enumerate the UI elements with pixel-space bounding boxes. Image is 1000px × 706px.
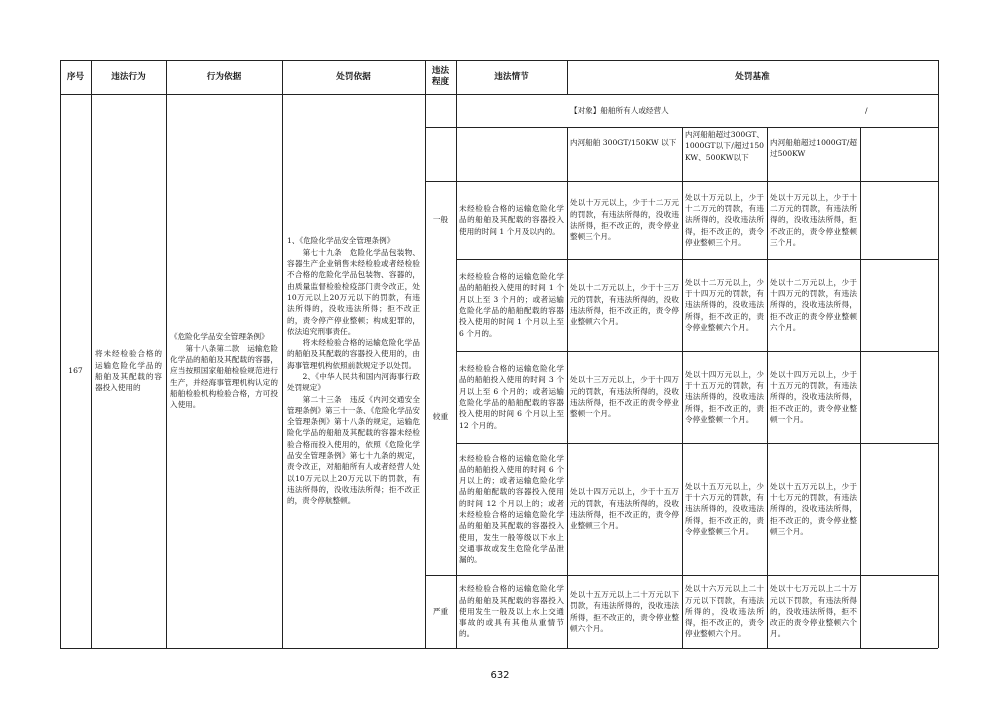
header-penalty-basis: 处罚依据	[336, 71, 371, 82]
penalty-cell: 处以十万元以上，少于十二万元的罚款，有违法所得的，没收违法所得，拒不改正的，责令停业整顿三个月。	[770, 192, 857, 247]
penalty-cell: 处以十万元以上，少于十二万元的罚款，有违法所得的，没收违法所得，拒不改正的，责令停业整顿三个月。	[570, 198, 679, 242]
circumstance-text: 未经检验合格的运输危险化学品的船舶及其配载的容器投入使用的时间 1 个月及以内的。	[459, 204, 564, 236]
circumstance-text: 未经检验合格的运输危险化学品的船舶及其配载的容器投入使用发生一般及以上水上交通事故的或具有其他从重情节的。	[459, 584, 564, 639]
target-slash: /	[865, 105, 868, 115]
header-basis: 行为依据	[206, 71, 242, 82]
penalty-cell: 处以十四万元以上，少于十五万元的罚款，有违法所得的，没收违法所得，拒不改正的，责令停业整顿一个月。	[685, 369, 764, 424]
penalty-cell: 处以十四万元以上，少于十五万元的罚款，有违法所得的，没收违法所得，拒不改正的，责令停业整顿三个月。	[570, 487, 679, 531]
penalty-cell: 处以十五万元以上，少于十七万元的罚款，有违法所得的，没收违法所得，拒不改正的，责令停业整顿三个月。	[770, 481, 857, 536]
penalty-cell: 处以十二万元以上，少于十三万元的罚款，有违法所得的，没收违法所得，拒不改正的，责令停业整顿六个月。	[570, 283, 679, 327]
tier-small-vessel: 内河船舶 300GT/150KW 以下	[570, 138, 677, 147]
degree-severe: 严重	[432, 606, 449, 616]
penalty-cell: 处以十六万元以上二十万元以下罚款，有违法所得的，没收违法所得，拒不改正的，责令停业整顿六个月。	[685, 584, 764, 639]
penalty-cell: 处以十万元以上，少于十二万元的罚款，有违法所得的，没收违法所得，拒不改正的，责令停业整顿三个月。	[685, 192, 764, 247]
circumstance-text: 未经检验合格的运输危险化学品的船舶投入使用的时间 6 个月以上的；或者运输危险化学品的船舶配载的容器投入使用的时间 12 个月以上的；或者未经检验合格的运输危险化学品的船舶及其配载的容器投入使用，发生一般等级以下水上交通事故或发生危险化学品泄漏的。	[459, 453, 564, 565]
circumstance-text: 未经检验合格的运输危险化学品的船舶投入使用的时间 1 个月以上至 3 个月的；或者运输危险化学品的船舶配载的容器投入使用的时间 1 个月以上至 6 个月的。	[459, 272, 564, 338]
tier-large-vessel: 内河船舶超过1000GT/超过500KW	[770, 138, 857, 159]
penalty-cell: 处以十二万元以上，少于十四万元的罚款，有违法所得的，没收违法所得，拒不改正的，责令停业整顿六个月。	[685, 277, 764, 332]
penalty-cell: 处以十五万元以上二十万元以下罚款，有违法所得的，没收违法所得，拒不改正的，责令停业整顿六个月。	[570, 589, 679, 633]
header-degree: 违法 程度	[431, 66, 450, 87]
penalty-cell: 处以十二万元以上，少于十四万元的罚款，有违法所得的，没收违法所得，拒不改正的责令停业整顿六个月。	[770, 277, 857, 332]
row-basis: 《危险化学品安全管理条例》 第十八条第二款 运输危险化学品的船舶及其配载的容器，应当按照国家船舶检验规范进行生产，并经海事管理机构认定的船舶检验机构检验合格，方可投入使用。	[170, 332, 278, 410]
circumstance-text: 未经检验合格的运输危险化学品的船舶投入使用的时间 3 个月以上至 6 个月的；或者运输危险化学品的船舶配载的容器投入使用的时间 6 个月以上至 12 个月的。	[459, 364, 564, 430]
penalty-cell: 处以十七万元以上二十万元以下罚款，有违法所得的，没收违法所得，拒不改正的责令停业整顿六个月。	[770, 584, 857, 639]
row-seq: 167	[68, 366, 83, 376]
penalty-cell: 处以十四万元以上，少于十五万元的罚款，有违法所得的，没收违法所得，拒不改正的，责令停业整顿一个月。	[770, 369, 857, 424]
penalty-cell: 处以十五万元以上，少于十六万元的罚款，有违法所得的，没收违法所得，拒不改正的，责令停业整顿三个月。	[685, 481, 764, 536]
penalty-cell: 处以十三万元以上，少于十四万元的罚款，有违法所得的，没收违法所得，拒不改正的责令停业整顿一个月。	[570, 375, 679, 419]
page-number: 632	[490, 670, 510, 681]
target-object: 【对象】船舶所有人或经营人	[570, 105, 669, 115]
degree-heavy: 较重	[432, 412, 449, 422]
header-violation: 违法行为	[111, 71, 146, 82]
tier-medium-vessel: 内河船舶超过300GT、1000GT以下/超过150KW、500KW以下	[685, 130, 764, 162]
header-circumstance: 违法情节	[494, 71, 529, 82]
row-violation: 将未经检验合格的运输危险化学品的船舶及其配载的容器投入使用的	[95, 349, 162, 393]
degree-general: 一般	[432, 215, 449, 225]
header-benchmark: 处罚基准	[735, 71, 770, 82]
row-penalty-basis: 1、《危险化学品安全管理条例》 第七十九条 危险化学品包装物、容器生产企业销售未经检验或者经检验不合格的危险化学品包装物、容器的，由质量监督检验检疫部门责令改正，处10万元以上20万元以下的罚款，有违法所得的，没收违法所得；拒不改正的，责令停产停业整顿；构成犯罪的，依法追究刑事责任。 将未经检验合格的运输危险化学品的船舶及其配载的容器投入使用的，由海事管理机构依照前款规定予以处罚。 2、《中华人民共和国内河海事行政处罚规定》 第二十三条 违反《内河交通安全管理条例》第三十一条、《危险化学品安全管理条例》第十八条的规定，运输危险化学品的船舶及其配载的容器未经检验合格而投入使用的，依照《危险化学品安全管理条例》第七十九条的规定，责令改正，对船舶所有人或者经营人处以10万元以上20万元以下的罚款，有违法所得的，没收违法所得；拒不改正的，责令停航整顿。	[287, 236, 420, 506]
header-seq: 序号	[66, 71, 85, 82]
